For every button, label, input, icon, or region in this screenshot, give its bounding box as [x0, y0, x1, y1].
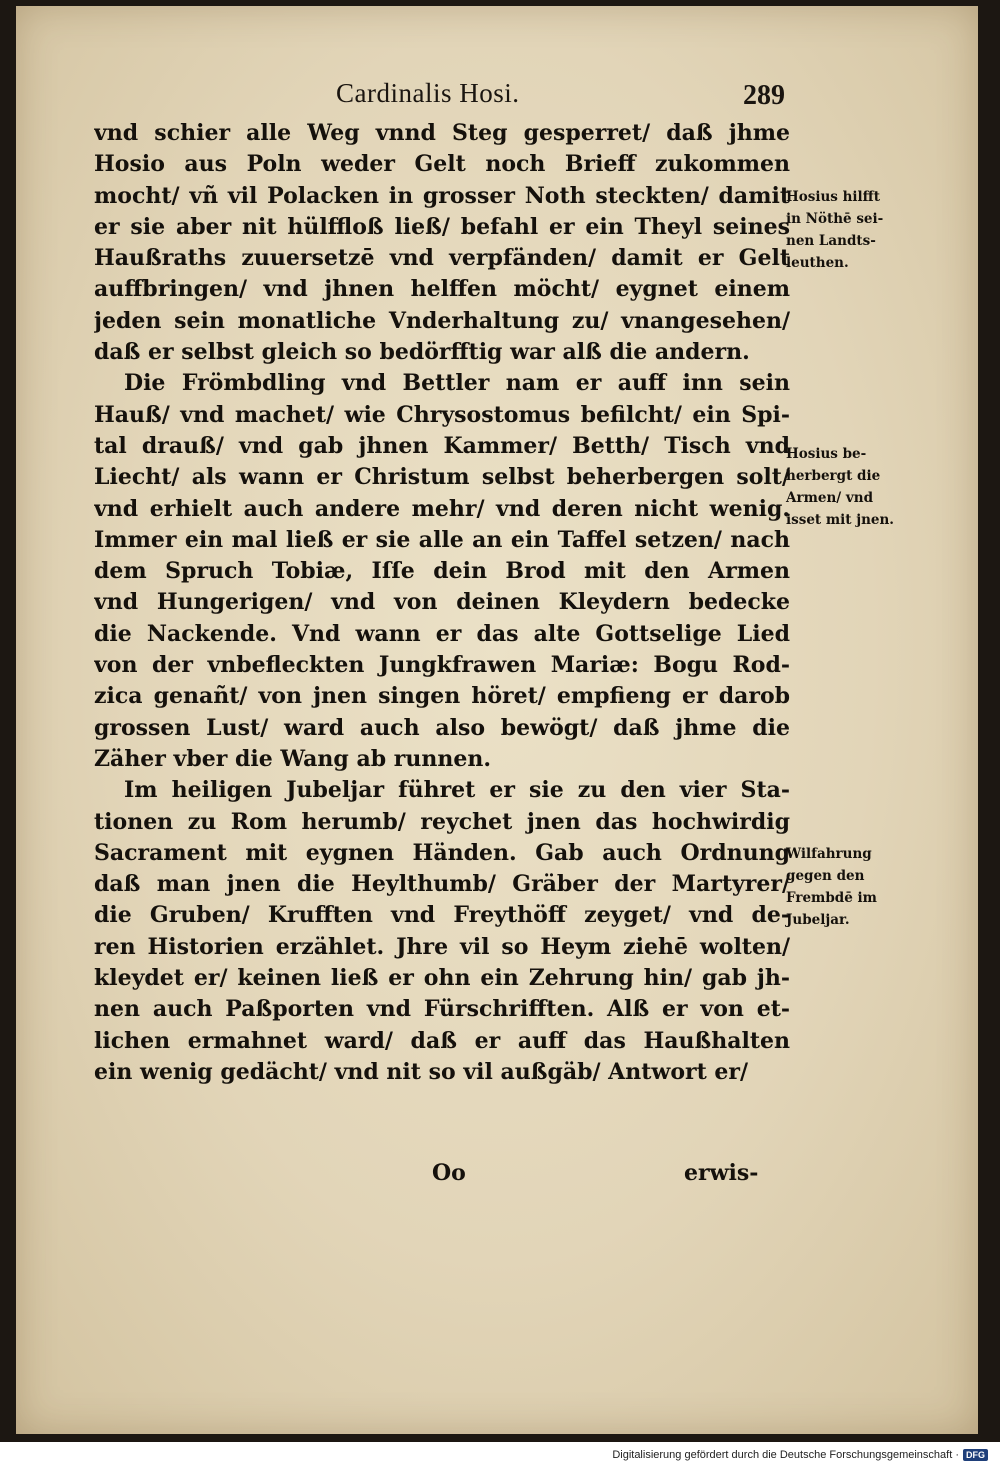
text-line: Die Frömbdling vnd Bettler nam er auff inn sein	[124, 370, 790, 397]
margin-note-line: gegen den	[786, 868, 865, 884]
catchword: erwis-	[684, 1160, 759, 1186]
text-line: tal drauß/ vnd gab jhnen Kammer/ Betth/ Tisch vnd	[94, 432, 790, 459]
text-line: daß man jnen die Heylthumb/ Gräber der Martyrer/	[94, 871, 790, 898]
margin-note-line: Wilfahrung	[786, 846, 872, 862]
text-line: auffbringen/ vnd jhnen helffen möcht/ eygnet einem	[94, 276, 790, 303]
text-line: tionen zu Rom herumb/ reychet jnen das hochwirdig	[94, 808, 790, 835]
text-line: Haußraths zuuersetzē vnd verpfänden/ damit er Gelt	[94, 245, 790, 272]
text-line: zica genañt/ von jnen singen höret/ empfieng er darob	[94, 683, 790, 710]
main-text-block	[94, 118, 790, 1088]
text-line: kleydet er/ keinen ließ er ohn ein Zehrung hin/ gab jh-	[94, 965, 790, 992]
text-line: mocht/ vñ vil Polacken in grosser Noth steckten/ damit	[94, 182, 790, 209]
margin-note-line: Jubeljar.	[786, 912, 850, 928]
margin-note-line: in Nöthē sei-	[786, 211, 884, 227]
text-line: die Nackende. Vnd wann er das alte Gottselige Lied	[94, 620, 790, 647]
margin-note-line: Armen/ vnd	[786, 490, 874, 506]
text-line: vnd schier alle Weg vnnd Steg gesperret/ daß jhme	[94, 120, 790, 146]
text-line: nen auch Paßporten vnd Fürschrifften. Alß er von et-	[94, 996, 790, 1023]
text-line: Zäher vber die Wang ab runnen.	[94, 745, 491, 772]
text-line: Hauß/ vnd machet/ wie Chrysostomus befilcht/ ein Spi-	[94, 401, 790, 428]
text-line: Sacrament mit eygnen Händen. Gab auch Ordnung	[94, 839, 790, 866]
text-line: Liecht/ als wann er Christum selbst beherbergen solt/	[94, 464, 790, 491]
text-line: von der vnbefleckten Jungkfrawen Mariæ: Bogu Rod-	[94, 652, 790, 679]
margin-note-hosius-helps	[786, 186, 921, 274]
margin-note-line: Hosius hilfft	[786, 189, 880, 205]
text-line: jeden sein monatliche Vnderhaltung zu/ vnangesehen/	[94, 307, 790, 334]
text-line: lichen ermahnet ward/ daß er auff das Haußhalten	[94, 1027, 790, 1054]
dfg-logo-icon: DFG	[963, 1449, 988, 1461]
text-line: Hosio aus Poln weder Gelt noch Brieff zukommen	[94, 151, 790, 178]
running-head: Cardinalis Hosi.	[336, 78, 520, 108]
text-line: vnd Hungerigen/ vnd von deinen Kleydern bedecke	[94, 589, 790, 616]
margin-note-hosius-hosts-poor	[786, 443, 921, 531]
margin-note-line: herbergt die	[786, 468, 881, 484]
margin-note-line: Frembdē im	[786, 890, 877, 906]
text-line: ein wenig gedächt/ vnd nit so vil außgäb/ Antwort er/	[94, 1058, 749, 1085]
page-number: 289	[743, 80, 785, 111]
text-line: vnd erhielt auch andere mehr/ vnd deren nicht wenig.	[94, 495, 790, 522]
text-line: dem Spruch Tobiæ, Iſſe dein Brod mit den Armen	[94, 558, 790, 585]
margin-note-line: leuthen.	[786, 255, 849, 271]
text-line: er sie aber nit hülffloß ließ/ befahl er ein Theyl seines	[94, 213, 790, 240]
margin-note-line: Hosius be-	[786, 446, 867, 462]
footer-text: Digitalisierung gefördert durch die Deutsche Forschungsgemeinschaft ·	[612, 1449, 959, 1461]
text-line: ren Historien erzählet. Jhre vil so Heym ziehē wolten/	[94, 933, 790, 960]
text-line: Immer ein mal ließ er sie alle an ein Taffel setzen/ nach	[94, 526, 790, 553]
text-line: die Gruben/ Krufften vnd Freythöff zeyget/ vnd de-	[94, 902, 790, 929]
footer-credit	[612, 1449, 988, 1461]
margin-note-line: nen Landts-	[786, 233, 876, 249]
text-line: daß er selbst gleich so bedörfftig war alß die andern.	[94, 339, 750, 366]
margin-note-line: isset mit jnen.	[786, 512, 895, 528]
margin-note-jubilee-welfare	[786, 843, 921, 931]
text-line: Im heiligen Jubeljar führet er sie zu den vier Sta-	[124, 777, 790, 804]
text-line: grossen Lust/ ward auch also bewögt/ daß jhme die	[94, 714, 790, 741]
signature-mark: Oo	[432, 1160, 466, 1186]
